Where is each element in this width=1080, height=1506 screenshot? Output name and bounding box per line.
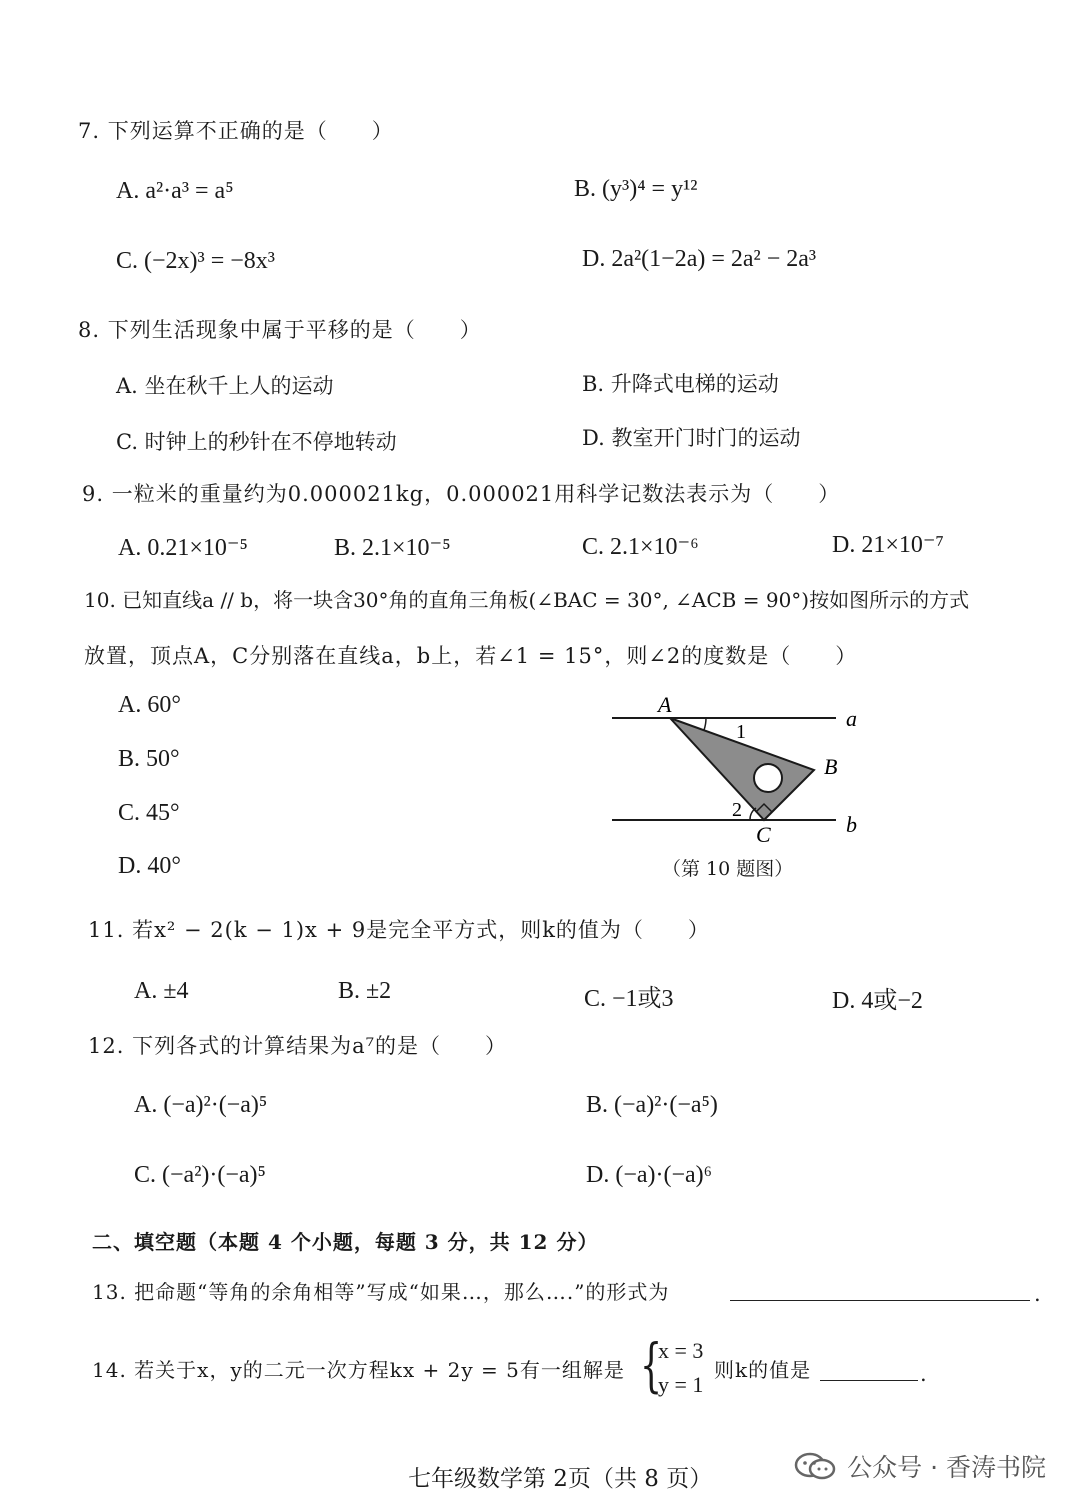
footer-page-number: 七年级数学第 2页（共 8 页） — [408, 1466, 713, 1492]
q11-stem: 11. 若x² − 2(k − 1)x + 9是完全平方式，则k的值为（ ） — [88, 918, 710, 942]
q12-option-b: B. (−a)²·(−a⁵) — [586, 1092, 718, 1118]
label-A: A — [658, 692, 672, 717]
label-a: a — [846, 706, 857, 731]
label-b: b — [846, 812, 857, 837]
q14-brace: { — [640, 1331, 663, 1399]
q13-stem: 13. 把命题“等角的余角相等”写成“如果…，那么….”的形式为 — [92, 1280, 670, 1304]
q9-stem: 9. 一粒米的重量约为0.000021kg，0.000021用科学记数法表示为（ ） — [82, 482, 841, 506]
q8-option-b: B. 升降式电梯的运动 — [582, 372, 779, 396]
q11-option-a: A. ±4 — [134, 978, 189, 1004]
q9-option-d: D. 21×10⁻⁷ — [832, 532, 944, 558]
q10-figure-caption: （第 10 题图） — [662, 858, 794, 880]
q7-option-c: C. (−2x)³ = −8x³ — [116, 248, 275, 274]
angle-1-arc — [704, 718, 706, 730]
q10-stem-line1: 10. 已知直线a // b，将一块含30°角的直角三角板(∠BAC = 30°, ∠ACB = 90°)按如图所示的方式 — [84, 588, 970, 612]
q13-answer-blank[interactable] — [730, 1300, 1030, 1301]
q8-stem: 8. 下列生活现象中属于平移的是（ ） — [78, 318, 482, 342]
q9-option-c: C. 2.1×10⁻⁶ — [582, 534, 699, 560]
wechat-icon — [793, 1451, 837, 1481]
q10-option-d: D. 40° — [118, 853, 181, 879]
q9-option-a: A. 0.21×10⁻⁵ — [118, 535, 248, 561]
q12-option-d: D. (−a)·(−a)⁶ — [586, 1162, 713, 1188]
watermark-text: 公众号 · 香涛书院 — [847, 1453, 1046, 1482]
q10-option-a: A. 60° — [118, 692, 181, 718]
watermark — [793, 1448, 1046, 1484]
q14-system-line1: x = 3 — [658, 1338, 704, 1363]
q7-stem: 7. 下列运算不正确的是（ ） — [78, 119, 394, 143]
q13-end: . — [1034, 1282, 1042, 1306]
q8-option-d: D. 教室开门时门的运动 — [582, 426, 801, 450]
q14-system-line2: y = 1 — [658, 1372, 704, 1397]
q14-answer-blank[interactable] — [820, 1380, 918, 1381]
q12-option-a: A. (−a)²·(−a)⁵ — [134, 1092, 268, 1118]
q7-option-b: B. (y³)⁴ = y¹² — [574, 176, 698, 202]
q14-stem-prefix: 14. 若关于x，y的二元一次方程kx + 2y = 5有一组解是 — [92, 1358, 625, 1382]
q10-figure — [600, 690, 880, 850]
section-2-heading: 二、填空题（本题 4 个小题，每题 3 分，共 12 分） — [92, 1230, 599, 1254]
q11-option-c: C. −1或3 — [584, 986, 674, 1012]
q14-end: . — [920, 1362, 928, 1386]
q10-option-c: C. 45° — [118, 800, 180, 826]
label-C: C — [756, 822, 771, 847]
q7-option-a: A. a²·a³ = a⁵ — [116, 178, 234, 204]
q9-option-b: B. 2.1×10⁻⁵ — [334, 535, 451, 561]
label-B: B — [824, 754, 838, 779]
q11-option-d: D. 4或−2 — [832, 988, 923, 1014]
q8-option-a: A. 坐在秋千上人的运动 — [116, 374, 334, 398]
label-1: 1 — [736, 721, 746, 743]
q10-stem-line2: 放置，顶点A，C分别落在直线a，b上，若∠1 = 15°，则∠2的度数是（ ） — [84, 644, 858, 668]
q12-stem: 12. 下列各式的计算结果为a⁷的是（ ） — [88, 1034, 508, 1058]
q14-stem-suffix: 则k的值是 — [714, 1358, 812, 1382]
q12-option-c: C. (−a²)·(−a)⁵ — [134, 1162, 266, 1188]
label-2: 2 — [732, 799, 742, 821]
q10-option-b: B. 50° — [118, 746, 180, 772]
q8-option-c: C. 时钟上的秒针在不停地转动 — [116, 430, 397, 454]
triangle-hole — [754, 764, 782, 792]
q7-option-d: D. 2a²(1−2a) = 2a² − 2a³ — [582, 246, 817, 272]
q11-option-b: B. ±2 — [338, 978, 392, 1004]
